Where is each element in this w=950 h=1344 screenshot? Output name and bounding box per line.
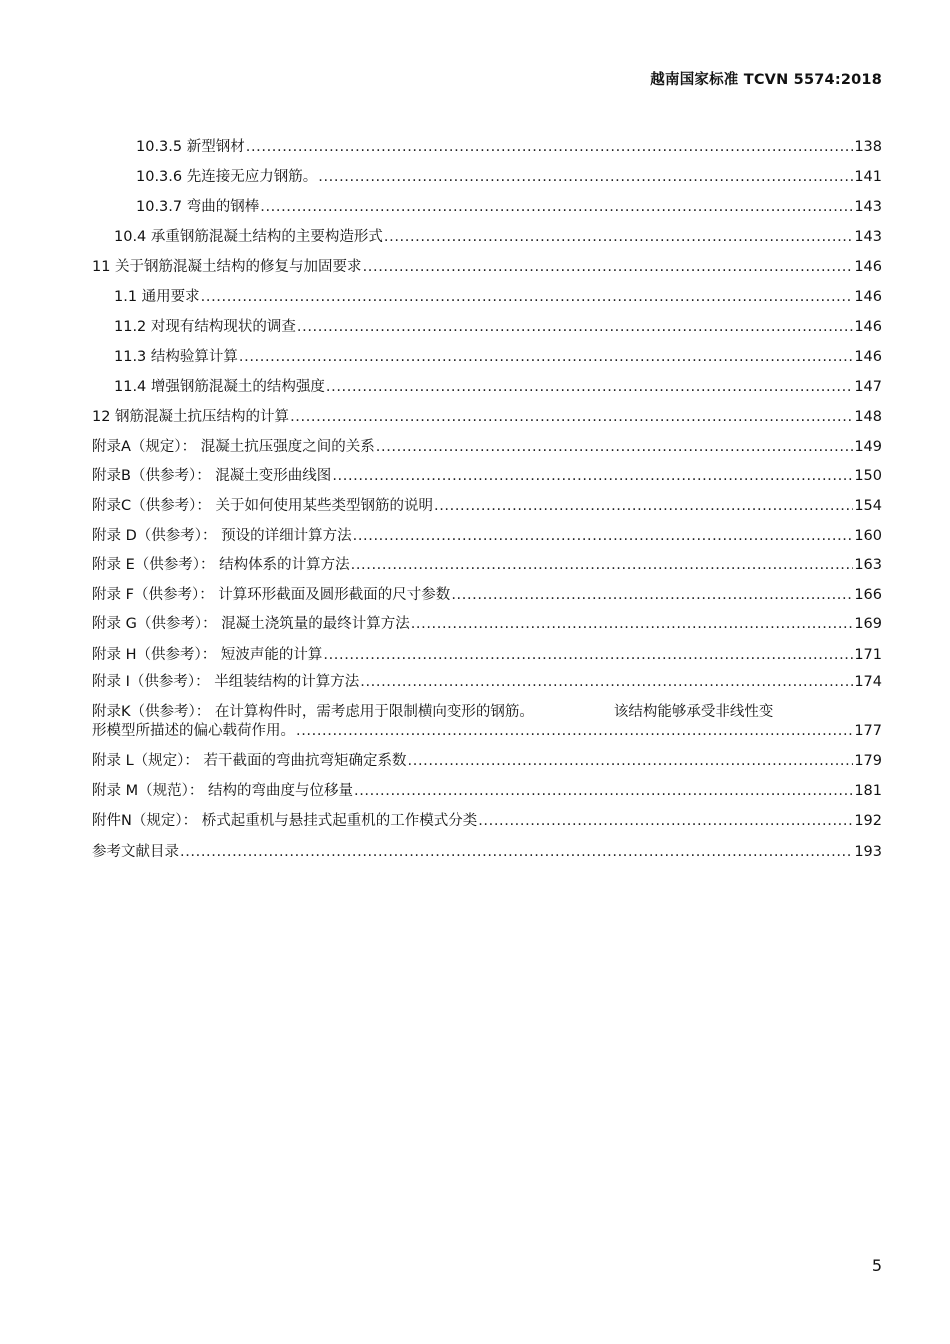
dot-leader	[478, 811, 853, 831]
dot-leader	[332, 466, 853, 486]
toc-entry-label: 11 关于钢筋混凝土结构的修复与加固要求	[92, 259, 362, 275]
toc-entry-label: 附录 F（供参考）： 计算环形截面及圆形截面的尺寸参数	[92, 587, 451, 603]
toc-entry-label: 附录 G（供参考）： 混凝土浇筑量的最终计算方法	[92, 616, 410, 632]
toc-entry-page: 146	[854, 289, 882, 305]
toc-entry-label: 附件N（规定）： 桥式起重机与悬挂式起重机的工作模式分类	[92, 813, 478, 829]
toc-entry-label: 10.3.5 新型钢材	[136, 139, 245, 155]
toc-entry-page: 149	[854, 439, 882, 455]
toc-entry-page: 177	[854, 723, 882, 739]
toc-entry[interactable]	[92, 526, 882, 546]
toc-entry[interactable]	[92, 407, 882, 427]
toc-entry-page: 147	[854, 379, 882, 395]
dot-leader	[290, 407, 853, 427]
toc-entry-page: 146	[854, 319, 882, 335]
toc-entry-label: 附录 D（供参考）： 预设的详细计算方法	[92, 528, 352, 544]
toc-entry-page: 169	[854, 616, 882, 632]
dot-leader	[434, 496, 853, 516]
toc-entry[interactable]	[92, 842, 882, 862]
dot-leader	[239, 347, 853, 367]
dot-leader	[351, 555, 854, 575]
toc-entry[interactable]	[92, 721, 882, 741]
toc-entry[interactable]	[114, 227, 882, 247]
toc-entry-page: 143	[854, 199, 882, 215]
toc-entry-page: 150	[854, 468, 882, 484]
toc-entry[interactable]	[92, 466, 882, 486]
toc-entry-page: 171	[854, 647, 882, 663]
toc-entry-label: 10.3.7 弯曲的钢棒	[136, 199, 260, 215]
toc-entry-page: 141	[854, 169, 882, 185]
toc-entry[interactable]	[92, 496, 882, 516]
page-number: 5	[871, 1256, 882, 1275]
toc-entry[interactable]	[114, 317, 882, 337]
dot-leader	[384, 227, 853, 247]
toc-entry-page: 138	[854, 139, 882, 155]
dot-leader	[297, 317, 853, 337]
toc-entry-label: 附录A（规定）： 混凝土抗压强度之间的关系	[92, 439, 375, 455]
toc-entry[interactable]	[92, 614, 882, 634]
toc-entry-label: 附录 L（规定）： 若干截面的弯曲抗弯矩确定系数	[92, 753, 407, 769]
toc-entry-page: 146	[854, 349, 882, 365]
dot-leader	[318, 167, 853, 187]
toc-entry[interactable]	[114, 347, 882, 367]
dot-leader	[326, 377, 853, 397]
toc-entry-label: 附录 I（供参考）： 半组装结构的计算方法	[92, 674, 360, 690]
dot-leader	[296, 721, 853, 741]
toc-entry-label: 12 钢筋混凝土抗压结构的计算	[92, 409, 290, 425]
toc-entry[interactable]	[136, 137, 882, 157]
dot-leader	[451, 585, 853, 605]
toc-entry-page: 146	[854, 259, 882, 275]
dot-leader	[323, 645, 853, 665]
toc-entry-label: 参考文献目录	[92, 844, 179, 860]
toc-entry-label: 附录C（供参考）： 关于如何使用某些类型钢筋的说明	[92, 498, 433, 514]
toc-entry-page: 143	[854, 229, 882, 245]
toc-entry[interactable]	[92, 585, 882, 605]
dot-leader	[260, 197, 853, 217]
toc-entry[interactable]	[92, 555, 882, 575]
toc-entry-page: 193	[854, 844, 882, 860]
toc-entry-label: 附录 M（规范）： 结构的弯曲度与位移量	[92, 783, 353, 799]
toc-entry-label: 1.1 通用要求	[114, 289, 200, 305]
toc-entry[interactable]	[92, 781, 882, 801]
toc-entry[interactable]	[92, 811, 882, 831]
toc-entry-page: 148	[854, 409, 882, 425]
toc-entry-page: 160	[854, 528, 882, 544]
toc-entry[interactable]	[92, 751, 882, 771]
toc-entry-page: 154	[854, 498, 882, 514]
dot-leader	[363, 257, 854, 277]
toc-entry-label: 附录K（供参考）： 在计算构件时，需考虑用于限制横向变形的钢筋。	[92, 704, 534, 720]
toc-entry-page: 163	[854, 557, 882, 573]
dot-leader	[354, 781, 853, 801]
dot-leader	[353, 526, 854, 546]
toc-entry-label: 10.4 承重钢筋混凝土结构的主要构造形式	[114, 229, 383, 245]
dot-leader	[408, 751, 854, 771]
dot-leader	[201, 287, 854, 307]
toc-entry-label: 形模型所描述的偏心载荷作用。	[92, 723, 295, 739]
toc-entry-page: 166	[854, 587, 882, 603]
toc-entry-page: 179	[854, 753, 882, 769]
toc-entry[interactable]	[136, 197, 882, 217]
toc-entry[interactable]	[114, 287, 882, 307]
toc-entry[interactable]	[114, 377, 882, 397]
toc-entry[interactable]	[92, 645, 882, 665]
toc-entry[interactable]	[92, 672, 882, 692]
toc-entry[interactable]	[92, 437, 882, 457]
toc-entry-label: 附录 H（供参考）： 短波声能的计算	[92, 647, 323, 663]
dot-leader	[376, 437, 854, 457]
toc-entry-label-continuation: 该结构能够承受非线性变	[613, 704, 774, 720]
toc-entry[interactable]	[92, 257, 882, 277]
toc-entry-wrapped-first-line[interactable]	[92, 702, 773, 722]
toc-entry-label: 10.3.6 先连接无应力钢筋。	[136, 169, 318, 185]
toc-entry-page: 181	[854, 783, 882, 799]
document-header-title: 越南国家标准 TCVN 5574:2018	[650, 72, 882, 88]
toc-entry-page: 192	[854, 813, 882, 829]
dot-leader	[180, 842, 853, 862]
toc-entry-label: 附录 E（供参考）： 结构体系的计算方法	[92, 557, 350, 573]
dot-leader	[411, 614, 854, 634]
toc-entry-page: 174	[854, 674, 882, 690]
dot-leader	[360, 672, 853, 692]
toc-entry-label: 附录B（供参考）： 混凝土变形曲线图	[92, 468, 332, 484]
toc-entry-label: 11.2 对现有结构现状的调查	[114, 319, 296, 335]
toc-entry[interactable]	[136, 167, 882, 187]
toc-entry-label: 11.3 结构验算计算	[114, 349, 238, 365]
dot-leader	[246, 137, 854, 157]
toc-entry-label: 11.4 增强钢筋混凝土的结构强度	[114, 379, 325, 395]
